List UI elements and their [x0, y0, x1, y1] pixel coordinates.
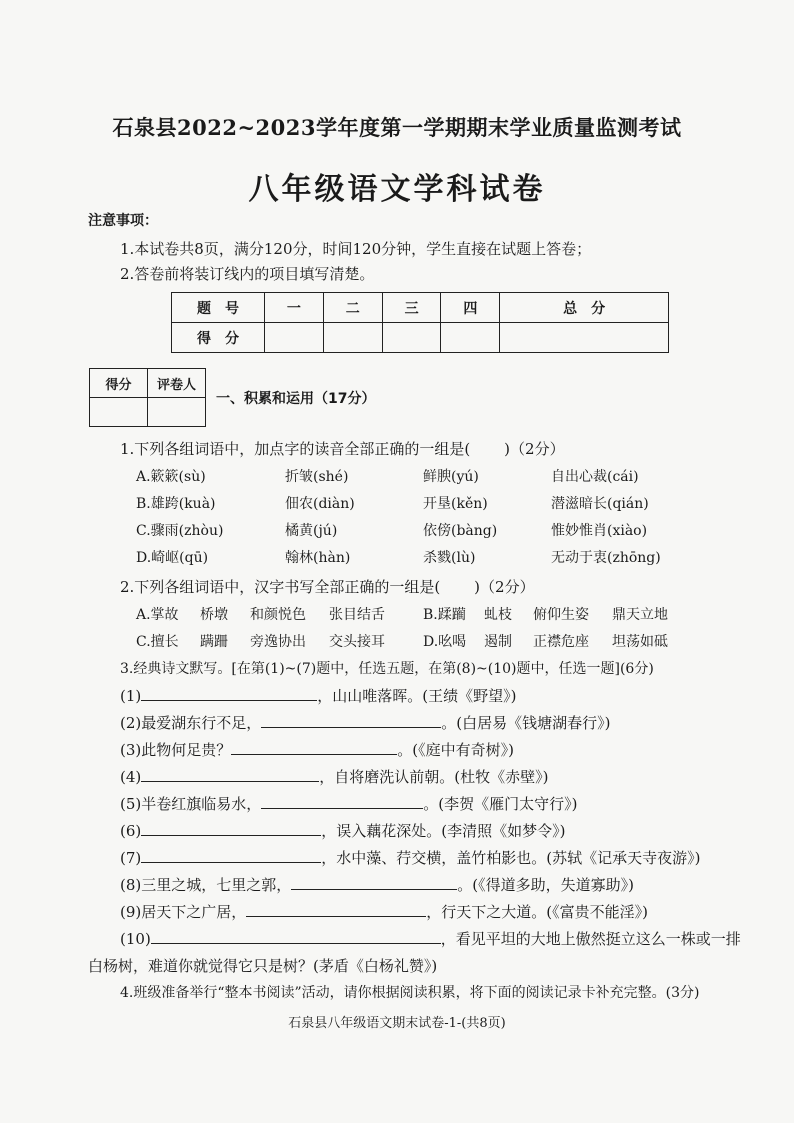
exam-title: 石泉县2022~2023学年度第一学期期末学业质量监测考试	[112, 115, 682, 140]
q2-option: 交头接耳	[329, 634, 385, 650]
fill-blank[interactable]	[246, 902, 426, 917]
score-table-cell: 二	[323, 293, 382, 323]
score-table	[171, 292, 669, 353]
score-table-cell: 总 分	[500, 293, 669, 323]
q1-option: 橘黄(jú)	[285, 523, 338, 539]
fill-blank[interactable]	[291, 875, 457, 890]
q2-option: 俯仰生姿	[533, 607, 589, 623]
q2-option: 张目结舌	[329, 607, 385, 623]
score-entry-cell[interactable]	[382, 323, 441, 353]
fill-blank[interactable]	[261, 794, 423, 809]
score-table-score-row	[172, 323, 669, 353]
fill-blank[interactable]	[141, 767, 319, 782]
q1-option: A.簌簌(sù)	[136, 469, 206, 485]
recitation-item: (2)最爱湖东行不足， 。(白居易《钱塘湖春行》)	[120, 714, 611, 732]
q2-option: B.蹂躏	[423, 607, 466, 623]
grader-score-label: 得分	[90, 369, 148, 398]
q2-option: 鼎天立地	[612, 607, 668, 623]
question-2-stem: 2.下列各组词语中，汉字书写全部正确的一组是( )（2分）	[120, 578, 535, 596]
q2-option: 和颜悦色	[250, 607, 306, 623]
question-1-stem: 1.下列各组词语中，加点字的读音全部正确的一组是( )（2分）	[120, 440, 565, 458]
q2-option: 坦荡如砥	[612, 634, 668, 650]
score-table-cell: 得 分	[172, 323, 265, 353]
grader-score-entry[interactable]	[90, 398, 148, 427]
grader-name-entry[interactable]	[148, 398, 206, 427]
q1-option: D.崎岖(qū)	[136, 550, 209, 566]
q2-option: 旁逸协出	[250, 634, 306, 650]
q2-option: 虬枝	[484, 607, 512, 623]
q1-option: B.雄跨(kuà)	[136, 496, 216, 512]
q2-option: C.擅长	[136, 634, 179, 650]
recitation-item: (3)此物何足贵？ 。(《庭中有奇树》)	[120, 741, 514, 759]
q1-option: 惟妙惟肖(xiào)	[551, 523, 648, 539]
q1-option: C.骤雨(zhòu)	[136, 523, 224, 539]
q1-option: 鲜腴(yú)	[423, 469, 479, 485]
recitation-item: (8)三里之城，七里之郭， 。(《得道多助，失道寡助》)	[120, 876, 634, 894]
q2-option: 正襟危座	[533, 634, 589, 650]
q1-option: 自出心裁(cái)	[551, 469, 639, 485]
question-4-stem: 4.班级准备举行“整本书阅读”活动，请你根据阅读积累，将下面的阅读记录卡补充完整。(3分)	[120, 985, 700, 1001]
q2-option: A.掌故	[136, 607, 179, 623]
score-table-cell: 三	[382, 293, 441, 323]
fill-blank[interactable]	[141, 848, 321, 863]
q1-option: 折皱(shé)	[285, 469, 349, 485]
score-entry-cell[interactable]	[265, 323, 324, 353]
question-3-stem: 3.经典诗文默写。[在第(1)~(7)题中，任选五题，在第(8)~(10)题中，任选一题](6分)	[120, 661, 654, 677]
recitation-item: (9)居天下之广居， ，行天下之大道。(《富贵不能淫》)	[120, 903, 648, 921]
notice-heading: 注意事项：	[88, 213, 158, 229]
recitation-item: (6) ，误入藕花深处。(李清照《如梦令》)	[120, 822, 566, 840]
score-entry-cell[interactable]	[441, 323, 500, 353]
recitation-item: (5)半卷红旗临易水， 。(李贺《雁门太守行》)	[120, 795, 578, 813]
q1-option: 无动于衷(zhōng)	[551, 550, 661, 566]
q2-option: D.吆喝	[423, 634, 467, 650]
recitation-item-continued: 白杨树，难道你就觉得它只是树？(茅盾《白杨礼赞》)	[88, 957, 438, 975]
fill-blank[interactable]	[151, 929, 441, 944]
fill-blank[interactable]	[261, 713, 441, 728]
score-table-cell: 题 号	[172, 293, 265, 323]
q1-option: 佃农(diàn)	[285, 496, 355, 512]
recitation-item: (10) ，看见平坦的大地上傲然挺立这么一株或一排	[120, 930, 741, 948]
fill-blank[interactable]	[231, 740, 397, 755]
section-heading: 一、积累和运用（17分）	[216, 391, 376, 407]
fill-blank[interactable]	[141, 821, 321, 836]
q1-option: 潜滋暗长(qián)	[551, 496, 649, 512]
q1-option: 杀戮(lù)	[423, 550, 476, 566]
q1-option: 翰林(hàn)	[285, 550, 351, 566]
grader-name-label: 评卷人	[148, 369, 206, 398]
grader-box	[89, 368, 206, 427]
notice-item: 2.答卷前将装订线内的项目填写清楚。	[120, 265, 375, 283]
score-table-header-row	[172, 293, 669, 323]
q2-option: 遏制	[484, 634, 512, 650]
recitation-item: (7) ，水中藻、荇交横，盖竹柏影也。(苏轼《记承天寺夜游》)	[120, 849, 701, 867]
q1-option: 依傍(bàng)	[423, 523, 498, 539]
score-entry-cell[interactable]	[500, 323, 669, 353]
subject-title: 八年级语文学科试卷	[248, 172, 546, 207]
q1-option: 开垦(kěn)	[423, 496, 488, 512]
recitation-item: (4) ，自将磨洗认前朝。(杜牧《赤壁》)	[120, 768, 549, 786]
score-entry-cell[interactable]	[323, 323, 382, 353]
page-footer: 石泉县八年级语文期末试卷-1-(共8页)	[288, 1016, 506, 1031]
q2-option: 蹒跚	[200, 634, 228, 650]
recitation-item: (1) ，山山唯落晖。(王绩《野望》)	[120, 687, 517, 705]
score-table-cell: 一	[265, 293, 324, 323]
q2-option: 桥墩	[200, 607, 228, 623]
notice-item: 1.本试卷共8页，满分120分，时间120分钟，学生直接在试题上答卷；	[120, 240, 592, 258]
score-table-cell: 四	[441, 293, 500, 323]
fill-blank[interactable]	[141, 686, 317, 701]
